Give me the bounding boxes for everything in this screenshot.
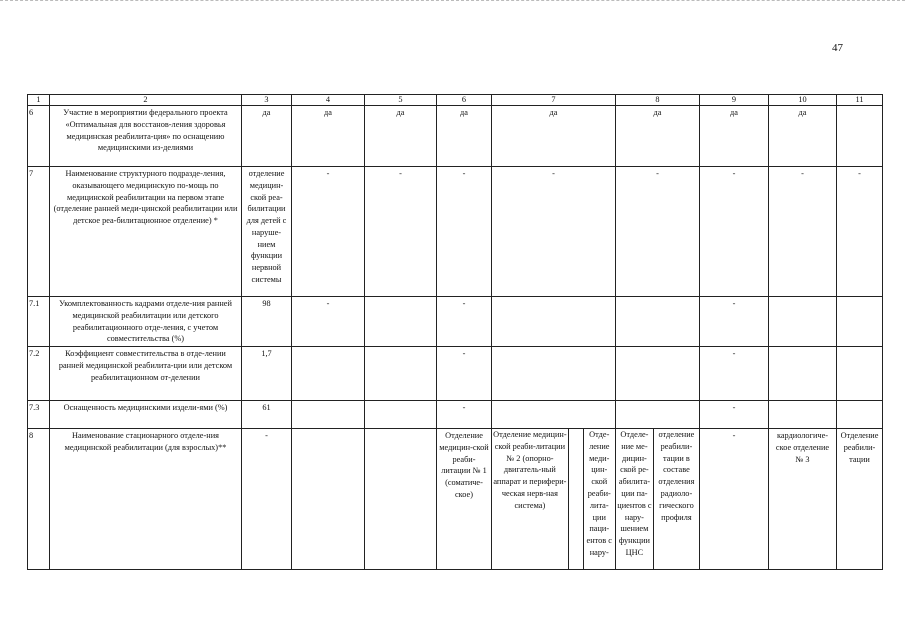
- sub-cell: отделение реабили-тации в составе отделения радиоло-гического профиля: [658, 430, 695, 522]
- sub-columns: [492, 429, 615, 569]
- cell: да: [437, 106, 492, 167]
- cell: 98: [242, 297, 292, 347]
- cell: -: [837, 167, 883, 297]
- col-header: 5: [365, 95, 437, 106]
- col-header: 6: [437, 95, 492, 106]
- col-header: 7: [492, 95, 616, 106]
- cell: 1,7: [242, 347, 292, 401]
- page-top-edge: [0, 0, 905, 2]
- col-header: 11: [837, 95, 883, 106]
- cell: -: [242, 429, 292, 570]
- table-row: [28, 347, 883, 401]
- cell: [769, 297, 837, 347]
- row-label: Участие в мероприятии федерального проекта «Оптимальная для восстанов-ления здоровья медицинская реабилита-ция» по оснащению медицинскими из-делиями: [50, 106, 242, 167]
- cell: -: [365, 167, 437, 297]
- cell: 61: [242, 401, 292, 429]
- cell: [292, 347, 365, 401]
- cell: Отделение медицин-ской реаби-литации № 1 (соматиче-ское): [437, 429, 492, 570]
- cell: -: [769, 167, 837, 297]
- table-row: [28, 167, 883, 297]
- cell: -: [437, 347, 492, 401]
- sub-cell: Отделе-ние ме-дицин-ской ре-абилита-ции па-циентов с нару-шением функции ЦНС: [616, 429, 653, 569]
- cell: -: [700, 401, 769, 429]
- cell: [769, 347, 837, 401]
- sub-cell: Отделение медицин-ской реаби-литации № 2 (опорно-двигатель-ный аппарат и перифери-ческая нерв-ная система): [492, 429, 568, 569]
- cell: [837, 106, 883, 167]
- cell: [492, 347, 616, 401]
- indicators-table: [27, 94, 883, 570]
- row-number: 7.1: [28, 297, 50, 347]
- cell: [365, 401, 437, 429]
- cell: [492, 297, 616, 347]
- cell: -: [437, 297, 492, 347]
- sub-columns: [616, 429, 699, 569]
- cell: да: [492, 106, 616, 167]
- cell: да: [769, 106, 837, 167]
- row-number: 7.2: [28, 347, 50, 401]
- cell: да: [242, 106, 292, 167]
- col-header: 2: [50, 95, 242, 106]
- cell: [292, 401, 365, 429]
- row-label: Укомплектованность кадрами отделе-ния ранней медицинской реабилитации или детского реабилитационного отде-ления, с учетом совместительства (%): [50, 297, 242, 347]
- cell: -: [437, 167, 492, 297]
- table-row: [28, 401, 883, 429]
- cell: да: [616, 106, 700, 167]
- split-cell: [616, 429, 700, 570]
- cell: -: [492, 167, 616, 297]
- cell: да: [365, 106, 437, 167]
- cell: [616, 347, 700, 401]
- cell: [837, 347, 883, 401]
- row-number: 7: [28, 167, 50, 297]
- row-number: 8: [28, 429, 50, 570]
- row-label: Наименование структурного подразде-ления, оказывающего медицинскую по-мощь по медицинской реабилитации на первом этапе (отделение ранней меди-цинской реабилитации или детское реа-билитационное отделение) *: [50, 167, 242, 297]
- cell: [292, 429, 365, 570]
- cell: -: [700, 347, 769, 401]
- cell: -: [700, 297, 769, 347]
- col-header: 1: [28, 95, 50, 106]
- row-number: 6: [28, 106, 50, 167]
- col-header: 3: [242, 95, 292, 106]
- header-row: [28, 95, 883, 106]
- table-row: [28, 297, 883, 347]
- cell: [837, 401, 883, 429]
- cell: да: [700, 106, 769, 167]
- cell: [616, 297, 700, 347]
- row-label: Коэффициент совместительства в отде-лении ранней медицинской реабилита-ции или детском реабилитационном от-делении: [50, 347, 242, 401]
- col-header: 10: [769, 95, 837, 106]
- table-row: [28, 429, 883, 570]
- col-header: 8: [616, 95, 700, 106]
- col-header: 4: [292, 95, 365, 106]
- cell: кардиологиче-ское отделение № 3: [769, 429, 837, 570]
- cell: [365, 297, 437, 347]
- cell: -: [700, 429, 769, 570]
- cell: -: [292, 167, 365, 297]
- row-label: Наименование стационарного отделе-ния медицинской реабилитации (для взрослых)**: [50, 429, 242, 570]
- sub-cell: [568, 429, 583, 569]
- cell: -: [700, 167, 769, 297]
- row-number: 7.3: [28, 401, 50, 429]
- row-label: Оснащенность медицинскими издели-ями (%): [50, 401, 242, 429]
- sub-cell: Отде-ление меди-цин-ской реаби-лита-ции паци-ентов с нару-: [586, 430, 612, 557]
- split-cell: [492, 429, 616, 570]
- cell: [492, 401, 616, 429]
- cell: -: [616, 167, 700, 297]
- cell: отделение медицин-ской реа-билитации для детей с наруше-нием функции нервной системы: [242, 167, 292, 297]
- cell: -: [437, 401, 492, 429]
- cell: [365, 347, 437, 401]
- cell: Отделение реабили-тации: [837, 429, 883, 570]
- cell: -: [292, 297, 365, 347]
- cell: [837, 297, 883, 347]
- table-row: [28, 106, 883, 167]
- cell: да: [292, 106, 365, 167]
- cell: [616, 401, 700, 429]
- cell: [365, 429, 437, 570]
- cell: [769, 401, 837, 429]
- col-header: 9: [700, 95, 769, 106]
- page-number: 47: [832, 42, 843, 54]
